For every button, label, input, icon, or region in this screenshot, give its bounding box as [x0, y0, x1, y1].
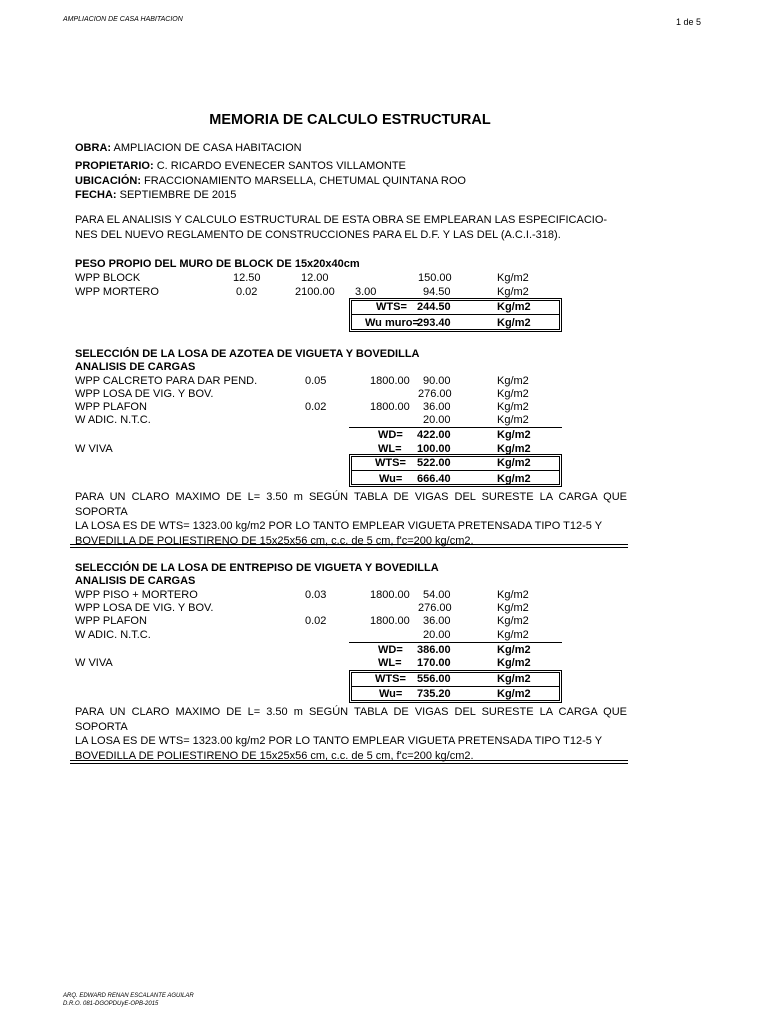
table-row: WPP CALCRETO PARA DAR PEND. 0.05 1800.00 90.00 Kg/m2	[75, 375, 529, 387]
divider	[352, 470, 559, 471]
azotea-wl-row: W VIVA WL= 100.00 Kg/m2	[75, 443, 531, 455]
info-obra: OBRA: AMPLIACION DE CASA HABITACION	[75, 142, 302, 154]
azotea-wu-row: Wu= 666.40 Kg/m2	[379, 473, 531, 485]
azotea-wd-row: WD= 422.00 Kg/m2	[378, 429, 531, 441]
table-row: WPP PLAFON 0.02 1800.00 36.00 Kg/m2	[75, 401, 529, 413]
footer-registration: D.R.O. 081-DGOPDUyE-OPB-2015	[63, 1001, 159, 1007]
page-title: MEMORIA DE CALCULO ESTRUCTURAL	[209, 112, 491, 128]
azotea-subtitle: ANALISIS DE CARGAS	[75, 361, 196, 373]
azotea-section-title: SELECCIÓN DE LA LOSA DE AZOTEA DE VIGUETA Y BOVEDILLA	[75, 348, 420, 360]
muro-wts-row: WTS= 244.50 Kg/m2	[376, 301, 531, 313]
info-propietario: PROPIETARIO: C. RICARDO EVENECER SANTOS VILLAMONTE	[75, 160, 406, 172]
footer-author: ARQ. EDWARD RENAN ESCALANTE AGUILAR	[63, 993, 194, 999]
entrepiso-note: PARA UN CLARO MAXIMO DE L= 3.50 m SEGÚN TABLA DE VIGAS DEL SURESTE LA CARGA QUE SOPORTA LA LOSA ES DE WTS= 1323.00 kg/m2 POR LO TANTO EMPLEAR VIGUETA PRETENSADA TIPO T12-5 Y BOVEDILLA DE POLIESTIRENO DE 15x25x56 cm, c.c. de 5 cm, f'c=200 kg/cm2.	[75, 706, 627, 762]
entrepiso-section-title: SELECCIÓN DE LA LOSA DE ENTREPISO DE VIGUETA Y BOVEDILLA	[75, 562, 439, 574]
entrepiso-wl-row: W VIVA WL= 170.00 Kg/m2	[75, 657, 531, 669]
info-ubicacion: UBICACIÓN: FRACCIONAMIENTO MARSELLA, CHETUMAL QUINTANA ROO	[75, 175, 466, 187]
page-number: 1 de 5	[676, 17, 702, 27]
divider	[352, 314, 559, 315]
subtotal-line	[349, 642, 562, 643]
muro-section-title: PESO PROPIO DEL MURO DE BLOCK DE 15x20x40cm	[75, 258, 360, 270]
table-row: WPP BLOCK 12.50 12.00 150.00 Kg/m2	[75, 272, 529, 284]
subtotal-line	[349, 427, 562, 428]
table-row: WPP LOSA DE VIG. Y BOV. 276.00 Kg/m2	[75, 388, 529, 400]
table-row: WPP PLAFON 0.02 1800.00 36.00 Kg/m2	[75, 615, 529, 627]
intro-line-1: PARA EL ANALISIS Y CALCULO ESTRUCTURAL DE ESTA OBRA SE EMPLEARAN LAS ESPECIFICACIO-	[75, 214, 608, 226]
entrepiso-wd-row: WD= 386.00 Kg/m2	[378, 644, 531, 656]
muro-wu-row: Wu muro= 293.40 Kg/m2	[365, 317, 531, 329]
azotea-note: PARA UN CLARO MAXIMO DE L= 3.50 m SEGÚN TABLA DE VIGAS DEL SURESTE LA CARGA QUE SOPORTA LA LOSA ES DE WTS= 1323.00 kg/m2 POR LO TANTO EMPLEAR VIGUETA PRETENSADA TIPO T12-5 Y BOVEDILLA DE POLIESTIRENO DE 15x25x56 cm, c.c. de 5 cm, f'c=200 kg/cm2.	[75, 491, 627, 547]
entrepiso-subtitle: ANALISIS DE CARGAS	[75, 575, 196, 587]
table-row: WPP LOSA DE VIG. Y BOV. 276.00 Kg/m2	[75, 602, 529, 614]
intro-line-2: NES DEL NUEVO REGLAMENTO DE CONSTRUCCIONES PARA EL D.F. Y LAS DEL (A.C.I.-318).	[75, 229, 561, 241]
table-row: W ADIC. N.T.C. 20.00 Kg/m2	[75, 414, 529, 426]
table-row: WPP PISO + MORTERO 0.03 1800.00 54.00 Kg/m2	[75, 589, 529, 601]
info-fecha: FECHA: SEPTIEMBRE DE 2015	[75, 189, 237, 201]
entrepiso-wts-row: WTS= 556.00 Kg/m2	[375, 673, 531, 685]
azotea-wts-row: WTS= 522.00 Kg/m2	[375, 457, 531, 469]
running-header: AMPLIACION DE CASA HABITACION	[63, 16, 183, 23]
entrepiso-wu-row: Wu= 735.20 Kg/m2	[379, 688, 531, 700]
table-row: WPP MORTERO 0.02 2100.00 3.00 94.50 Kg/m2	[75, 286, 529, 298]
divider	[352, 686, 559, 687]
table-row: W ADIC. N.T.C. 20.00 Kg/m2	[75, 629, 529, 641]
section-separator	[70, 760, 628, 764]
section-separator	[70, 544, 628, 548]
